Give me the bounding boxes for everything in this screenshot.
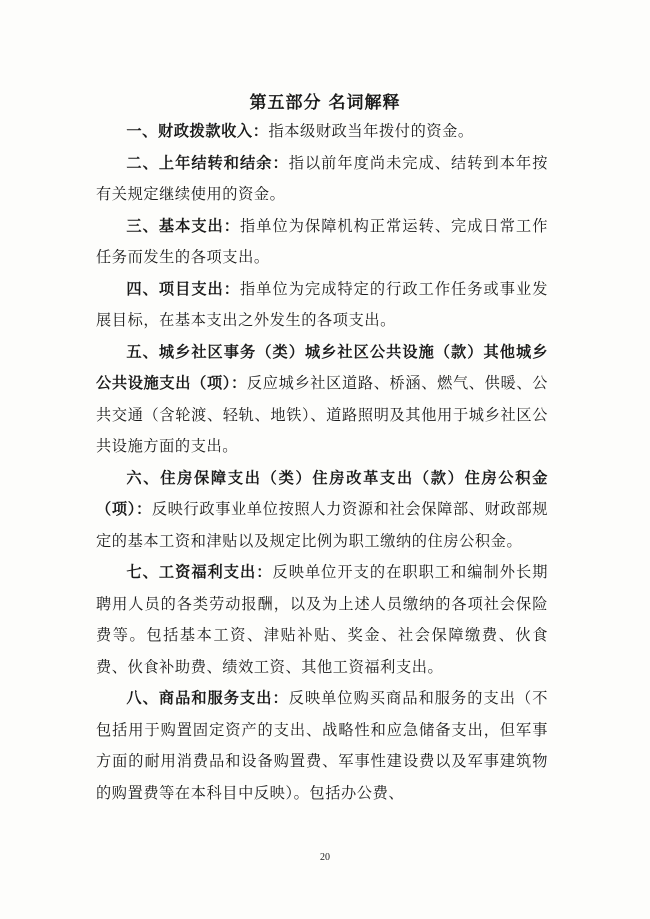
definition-text: 反映行政事业单位按照人力资源和社会保障部、财政部规定的基本工资和津贴以及规定比例为职工缴纳的住房公积金。 <box>96 500 548 550</box>
page-number: 20 <box>320 852 330 863</box>
definition-term: 二、上年结转和结余： <box>126 153 289 172</box>
definition-paragraph <box>96 211 548 274</box>
definition-term: 一、财政拨款收入： <box>126 122 269 140</box>
definition-text: 指单位为完成特定的行政工作任务或事业发展目标，在基本支出之外发生的各项支出。 <box>96 279 549 329</box>
definition-term: 三、基本支出： <box>126 216 241 235</box>
definition-paragraph <box>96 116 548 148</box>
definition-term: 五、城乡社区事务（类）城乡社区公共设施（款）其他城乡公共设施支出（项）： <box>96 342 548 392</box>
definition-text: 指单位为保障机构正常运转、完成日常工作任务而发生的各项支出。 <box>96 216 549 266</box>
definition-text: 反映单位开支的在职职工和编制外长期聘用人员的各类劳动报酬，以及为上述人员缴纳的各项社会保险费等。包括基本工资、津贴补贴、奖金、社会保障缴费、伙食费、伙食补助费、绩效工资、其他工资福利支出。 <box>96 563 548 676</box>
definition-term: 八、商品和服务支出： <box>126 689 289 707</box>
definition-paragraph <box>96 337 548 463</box>
definition-text: 指本级财政当年拨付的资金。 <box>268 122 474 140</box>
definition-term: 六、住房保障支出（类）住房改革支出（款）住房公积金（项）： <box>96 468 548 518</box>
definition-paragraph <box>96 463 548 558</box>
definition-text: 反映单位购买商品和服务的支出（不包括用于购置固定资产的支出、战略性和应急储备支出，但军事方面的耐用消费品和设备购置费、军事性建设费以及军事建筑物的购置费等在本科目中反映）。包括办公费、 <box>96 689 548 802</box>
definition-paragraph <box>96 683 548 809</box>
definition-text: 反应城乡社区道路、桥涵、燃气、供暖、公共交通（含轮渡、轻轨、地铁）、道路照明及其他用于城乡社区公共设施方面的支出。 <box>96 374 548 455</box>
definition-term: 四、项目支出： <box>126 279 241 298</box>
definition-paragraph <box>96 557 548 683</box>
definition-term: 七、工资福利支出： <box>126 563 273 581</box>
definition-paragraph <box>96 274 548 337</box>
section-title: 第五部分 名词解释 <box>249 93 401 113</box>
definition-paragraph <box>96 148 548 211</box>
definition-text: 指以前年度尚未完成、结转到本年按有关规定继续使用的资金。 <box>96 153 548 203</box>
definitions-body <box>96 116 548 809</box>
